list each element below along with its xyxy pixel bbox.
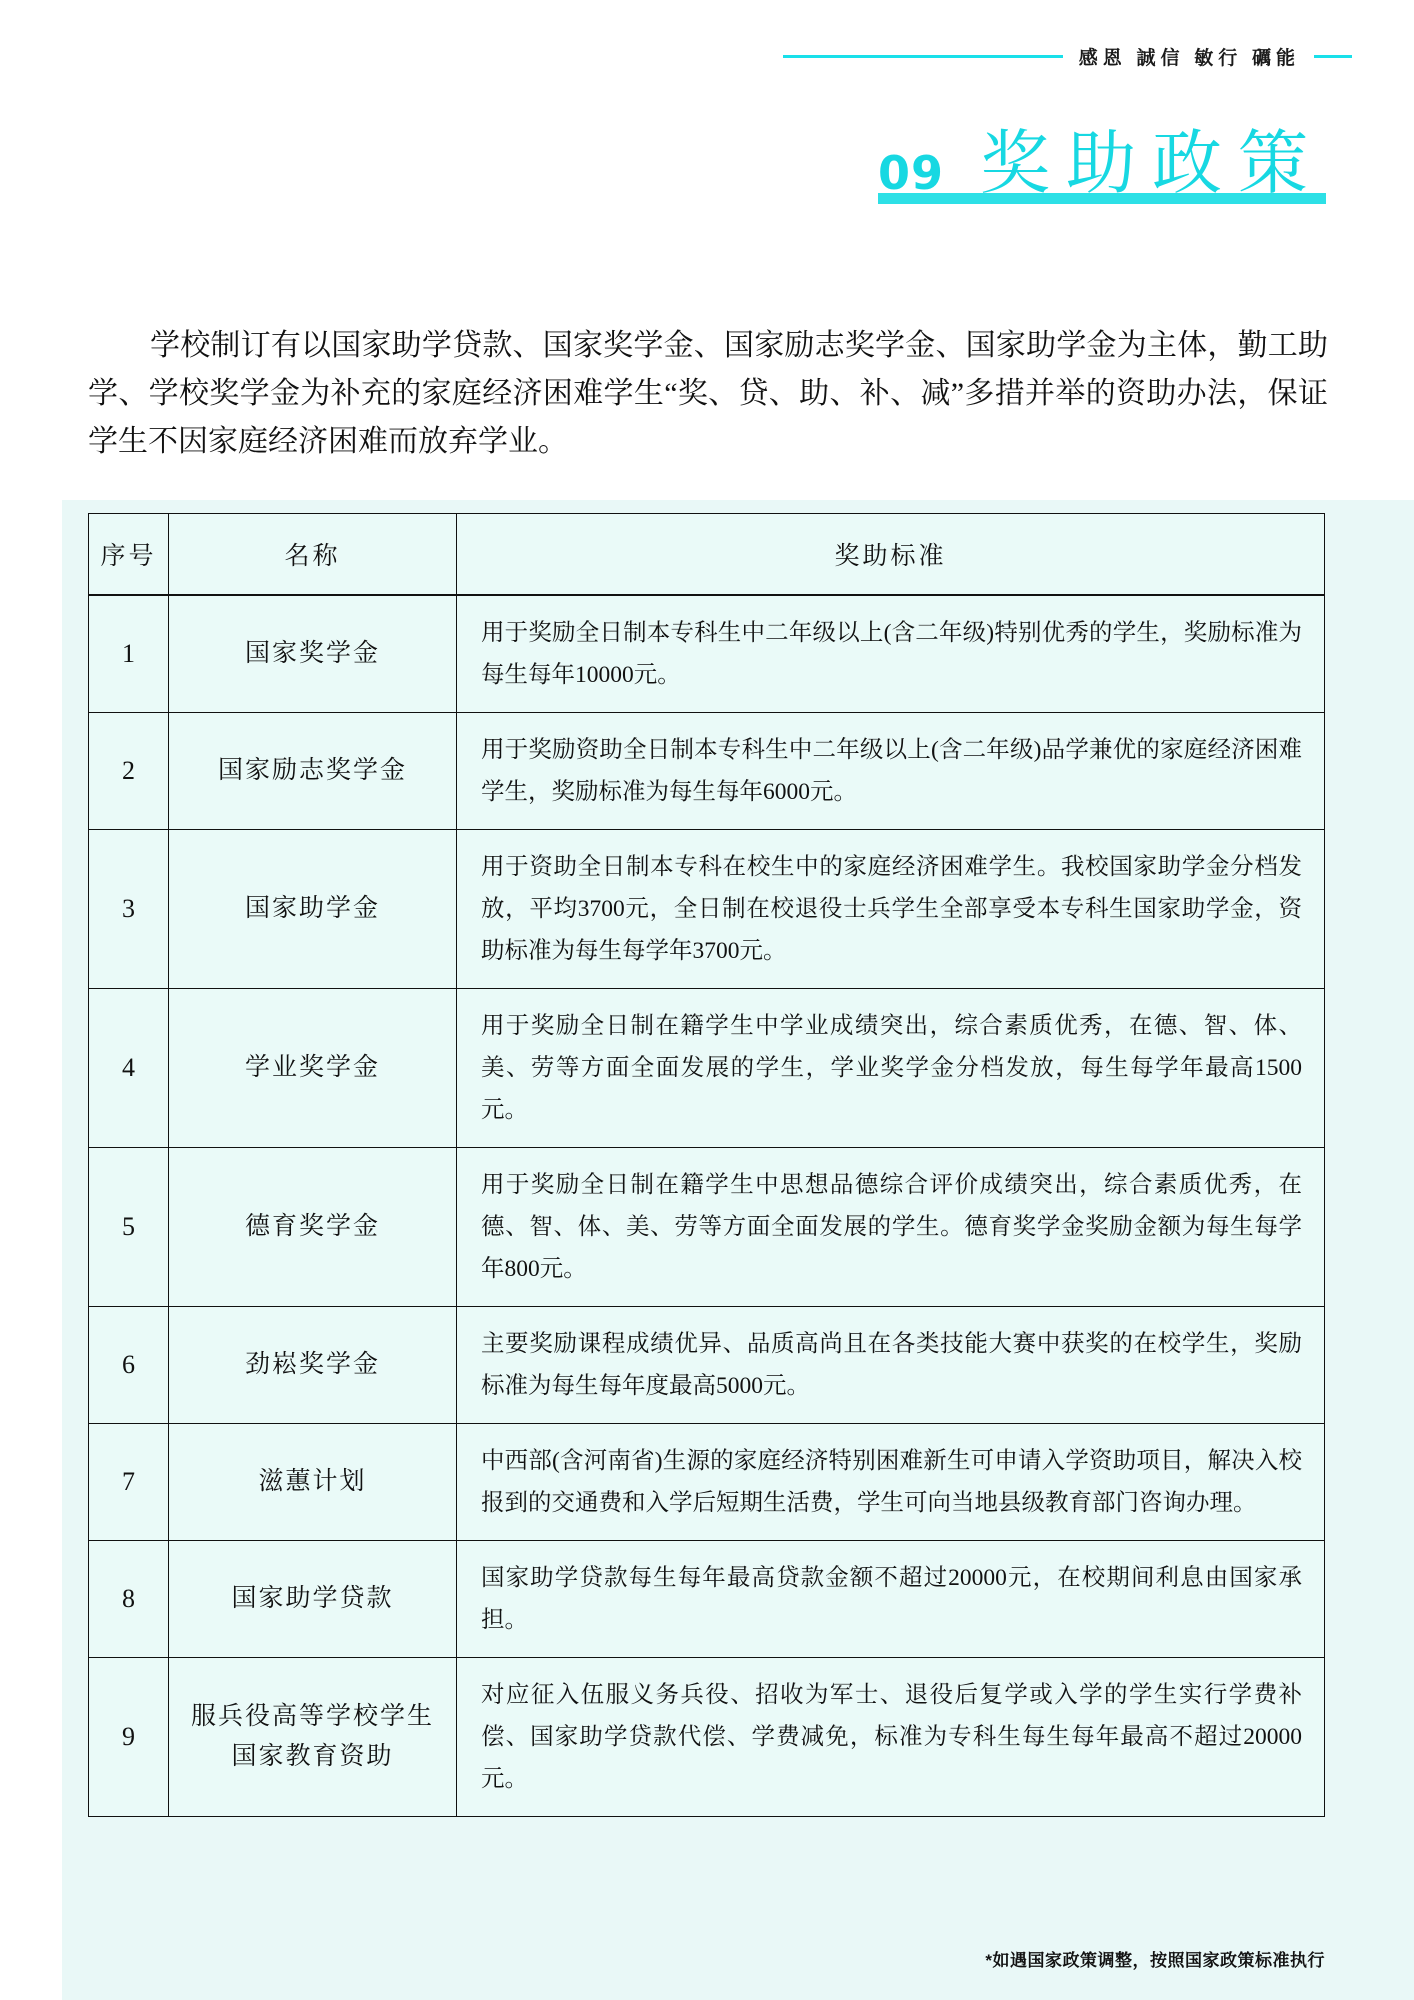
column-header-standard: 奖助标准	[457, 514, 1325, 596]
running-header	[0, 36, 1414, 76]
row-index-cell: 1	[89, 595, 169, 713]
policy-table-container	[88, 513, 1325, 1817]
table-header-row	[89, 514, 1325, 596]
chapter-number: 09	[877, 146, 944, 200]
chapter-title	[877, 124, 1326, 204]
row-index-cell: 9	[89, 1658, 169, 1817]
row-standard-cell: 用于奖励资助全日制本专科生中二年级以上(含二年级)品学兼优的家庭经济困难学生，奖励标准为每生每年6000元。	[457, 713, 1325, 830]
row-index-cell: 8	[89, 1541, 169, 1658]
row-index-cell: 4	[89, 989, 169, 1148]
row-name-cell: 学业奖学金	[169, 989, 457, 1148]
header-motto: 感恩 誠信 敏行 礪能	[1078, 47, 1300, 69]
row-name-cell: 国家励志奖学金	[169, 713, 457, 830]
row-index-cell: 3	[89, 830, 169, 989]
row-index-cell: 6	[89, 1307, 169, 1424]
policy-table	[88, 513, 1325, 1817]
table-header	[89, 514, 1325, 596]
row-standard-cell: 中西部(含河南省)生源的家庭经济特别困难新生可申请入学资助项目，解决入校报到的交通费和入学后短期生活费，学生可向当地县级教育部门咨询办理。	[457, 1424, 1325, 1541]
table-row	[89, 713, 1325, 830]
row-index-cell: 7	[89, 1424, 169, 1541]
row-standard-cell: 主要奖励课程成绩优异、品质高尚且在各类技能大赛中获奖的在校学生，奖励标准为每生每年度最高5000元。	[457, 1307, 1325, 1424]
header-rule-right	[1314, 55, 1352, 58]
column-header-index: 序号	[89, 514, 169, 596]
table-row	[89, 1658, 1325, 1817]
row-standard-cell: 用于奖励全日制在籍学生中学业成绩突出，综合素质优秀，在德、智、体、美、劳等方面全面发展的学生，学业奖学金分档发放，每生每学年最高1500元。	[457, 989, 1325, 1148]
table-row	[89, 989, 1325, 1148]
row-standard-cell: 对应征入伍服义务兵役、招收为军士、退役后复学或入学的学生实行学费补偿、国家助学贷款代偿、学费减免，标准为专科生每生每年最高不超过20000元。	[457, 1658, 1325, 1817]
row-name-cell: 国家助学贷款	[169, 1541, 457, 1658]
table-row	[89, 1541, 1325, 1658]
column-header-name: 名称	[169, 514, 457, 596]
row-name-cell: 国家奖学金	[169, 595, 457, 713]
intro-paragraph: 学校制订有以国家助学贷款、国家奖学金、国家励志奖学金、国家助学金为主体，勤工助学、学校奖学金为补充的家庭经济困难学生“奖、贷、助、补、减”多措并举的资助办法，保证学生不因家庭经济困难而放弃学业。	[88, 329, 1328, 458]
row-name-cell: 滋蕙计划	[169, 1424, 457, 1541]
row-index-cell: 5	[89, 1148, 169, 1307]
row-standard-cell: 用于奖励全日制本专科生中二年级以上(含二年级)特别优秀的学生，奖励标准为每生每年10000元。	[457, 595, 1325, 713]
table-row	[89, 1148, 1325, 1307]
row-index-cell: 2	[89, 713, 169, 830]
row-standard-cell: 用于奖励全日制在籍学生中思想品德综合评价成绩突出，综合素质优秀，在德、智、体、美、劳等方面全面发展的学生。德育奖学金奖励金额为每生每学年800元。	[457, 1148, 1325, 1307]
table-footnote: *如遇国家政策调整，按照国家政策标准执行	[985, 1951, 1325, 1970]
row-name-cell: 国家助学金	[169, 830, 457, 989]
table-row	[89, 830, 1325, 989]
table-row	[89, 1424, 1325, 1541]
table-row	[89, 595, 1325, 713]
row-name-cell: 服兵役高等学校学生国家教育资助	[169, 1658, 457, 1817]
table-body	[89, 595, 1325, 1817]
row-standard-cell: 国家助学贷款每生每年最高贷款金额不超过20000元，在校期间利息由国家承担。	[457, 1541, 1325, 1658]
row-name-cell: 劲崧奖学金	[169, 1307, 457, 1424]
row-name-cell: 德育奖学金	[169, 1148, 457, 1307]
page-title: 奖助政策	[980, 124, 1324, 202]
row-standard-cell: 用于资助全日制本专科在校生中的家庭经济困难学生。我校国家助学金分档发放，平均3700元，全日制在校退役士兵学生全部享受本专科生国家助学金，资助标准为每生每学年3700元。	[457, 830, 1325, 989]
header-rule-left	[783, 55, 1063, 58]
table-row	[89, 1307, 1325, 1424]
